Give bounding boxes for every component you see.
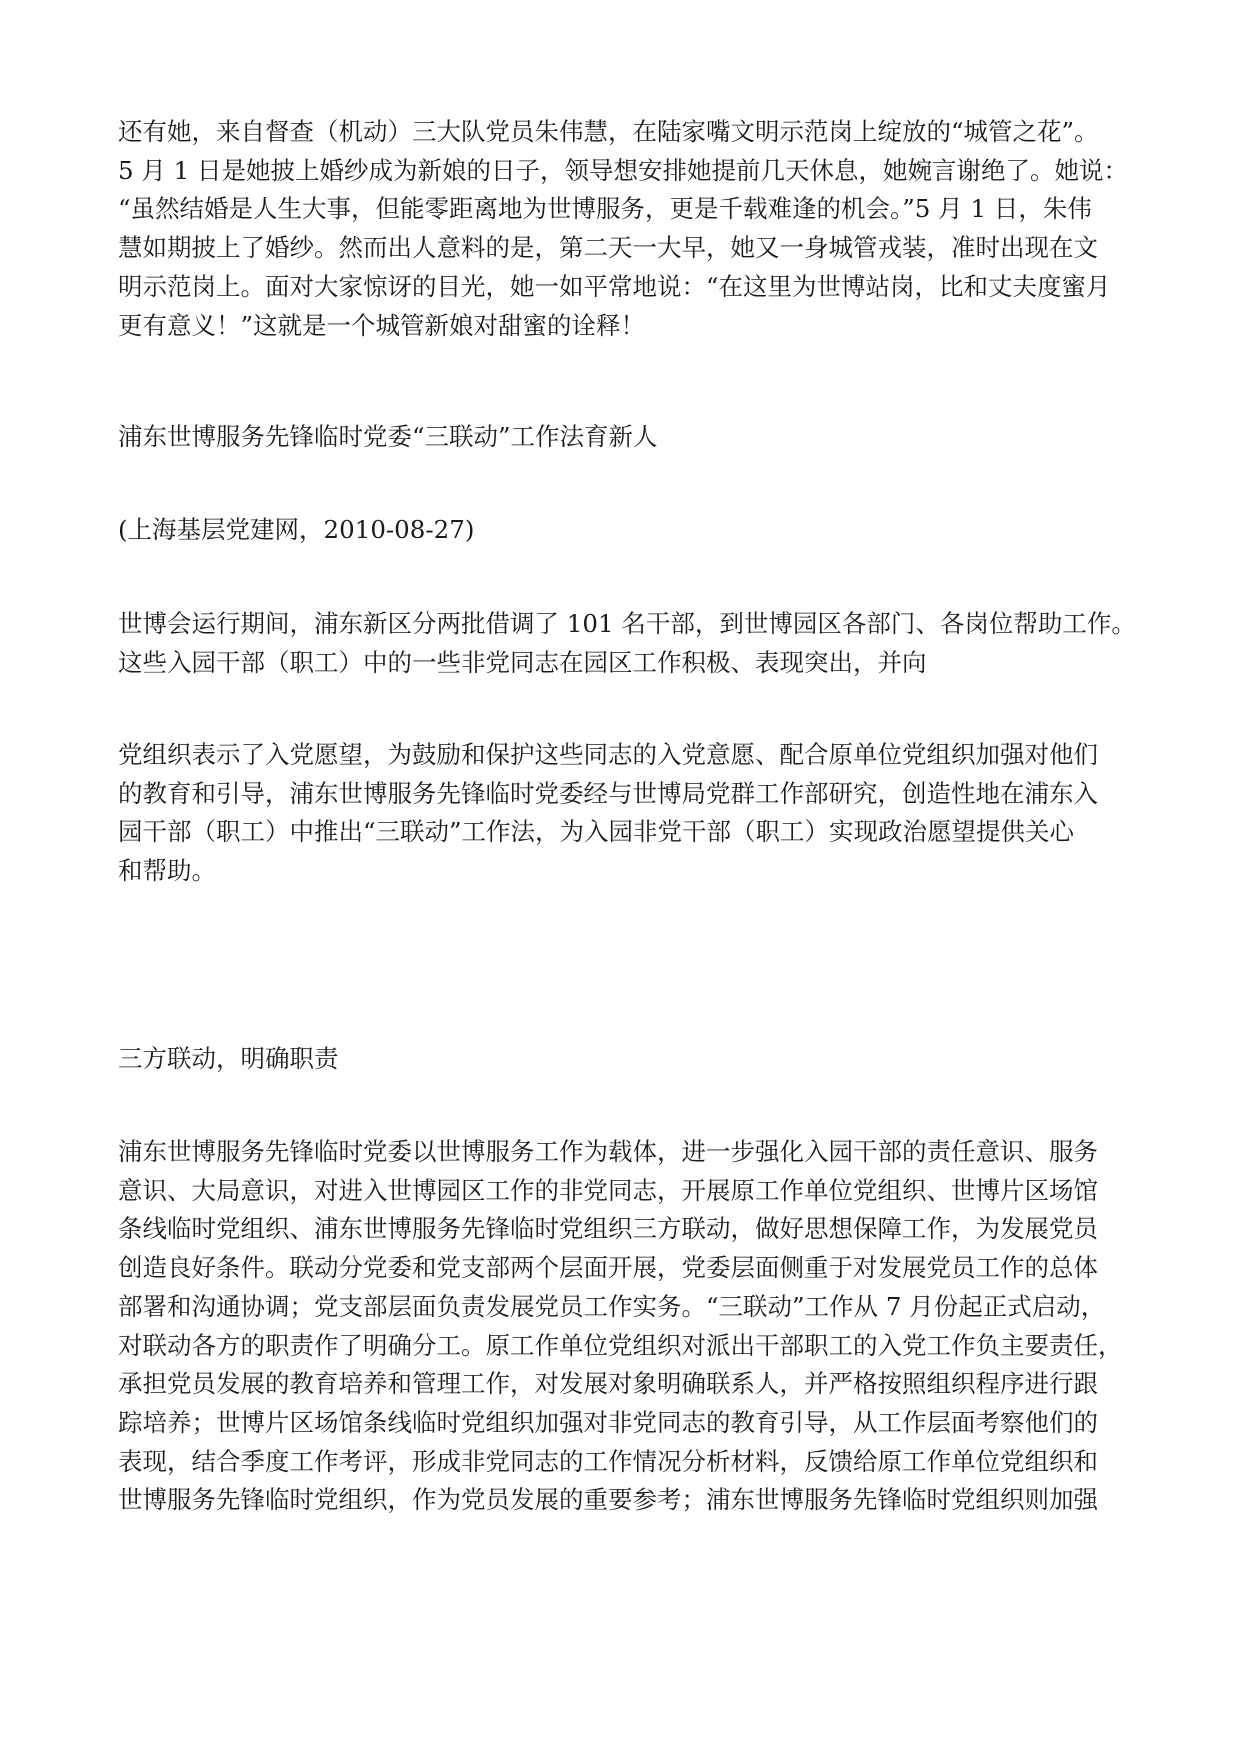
text-line: 园干部（职工）中推出“三联动”工作法，为入园非党干部（职工）实现政治愿望提供关心: [118, 817, 1075, 847]
article-title: [118, 418, 1128, 457]
text-line: 承担党员发展的教育培养和管理工作，对发展对象明确联系人，并严格按照组织程序进行跟: [118, 1369, 1098, 1399]
text-line: 和帮助。: [118, 856, 216, 886]
article-source: [118, 511, 1128, 550]
text-line: 条线临时党组织、浦东世博服务先锋临时党组织三方联动，做好思想保障工作，为发展党员: [118, 1214, 1098, 1244]
text-line: “虽然结婚是人生大事，但能零距离地为世博服务，更是千载难逢的机会。”5 月 1 日，朱伟: [118, 194, 1092, 224]
text-line: 对联动各方的职责作了明确分工。原工作单位党组织对派出干部职工的入党工作负主要责任，: [118, 1330, 1123, 1360]
text-line: (上海基层党建网，2010-08-27): [118, 515, 475, 544]
text-line: 创造良好条件。联动分党委和党支部两个层面开展，党委层面侧重于对发展党员工作的总体: [118, 1253, 1098, 1283]
text-line: 明示范岗上。面对大家惊讶的目光，她一如平常地说：“在这里为世博站岗，比和丈夫度蜜月: [118, 271, 1111, 301]
text-line: 世博服务先锋临时党组织，作为党员发展的重要参考；浦东世博服务先锋临时党组织则加强: [118, 1485, 1098, 1515]
paragraph-section-body: [118, 1133, 1128, 1520]
section-heading: [118, 1040, 1128, 1079]
text-line: 表现，结合季度工作考评，形成非党同志的工作情况分析材料，反馈给原工作单位党组织和: [118, 1446, 1098, 1476]
text-line: 的教育和引导，浦东世博服务先锋临时党委经与世博局党群工作部研究，创造性地在浦东入: [118, 778, 1098, 808]
paragraph-intro-2: [118, 736, 1128, 891]
text-line: 三方联动，明确职责: [118, 1044, 339, 1073]
text-line: 党组织表示了入党愿望，为鼓励和保护这些同志的入党意愿、配合原单位党组织加强对他们: [118, 740, 1098, 769]
text-line: 浦东世博服务先锋临时党委“三联动”工作法育新人: [118, 422, 658, 451]
text-line: 慧如期披上了婚纱。然而出人意料的是，第二天一大早，她又一身城管戎装，准时出现在文: [118, 233, 1098, 263]
text-line: 更有意义！”这就是一个城管新娘对甜蜜的诠释！: [118, 310, 646, 340]
text-line: 这些入园干部（职工）中的一些非党同志在园区工作积极、表现突出，并向: [118, 647, 927, 677]
text-line: 意识、大局意识，对进入世博园区工作的非党同志，开展原工作单位党组织、世博片区场馆: [118, 1175, 1098, 1205]
text-line: 踪培养；世博片区场馆条线临时党组织加强对非党同志的教育引导，从工作层面考察他们的: [118, 1407, 1098, 1437]
text-line: 还有她，来自督查（机动）三大队党员朱伟慧，在陆家嘴文明示范岗上绽放的“城管之花”。: [118, 117, 1099, 146]
paragraph-bride-story: [118, 113, 1128, 345]
paragraph-intro-1: [118, 605, 1136, 682]
text-line: 浦东世博服务先锋临时党委以世博服务工作为载体，进一步强化入园干部的责任意识、服务: [118, 1137, 1098, 1166]
text-line: 部署和沟通协调；党支部层面负责发展党员工作实务。“三联动”工作从 7 月份起正式启动，: [118, 1291, 1106, 1321]
text-line: 5 月 1 日是她披上婚纱成为新娘的日子，领导想安排她提前几天休息，她婉言谢绝了。她说：: [118, 155, 1129, 185]
text-line: 世博会运行期间，浦东新区分两批借调了 101 名干部，到世博园区各部门、各岗位帮助工作。: [118, 609, 1136, 638]
